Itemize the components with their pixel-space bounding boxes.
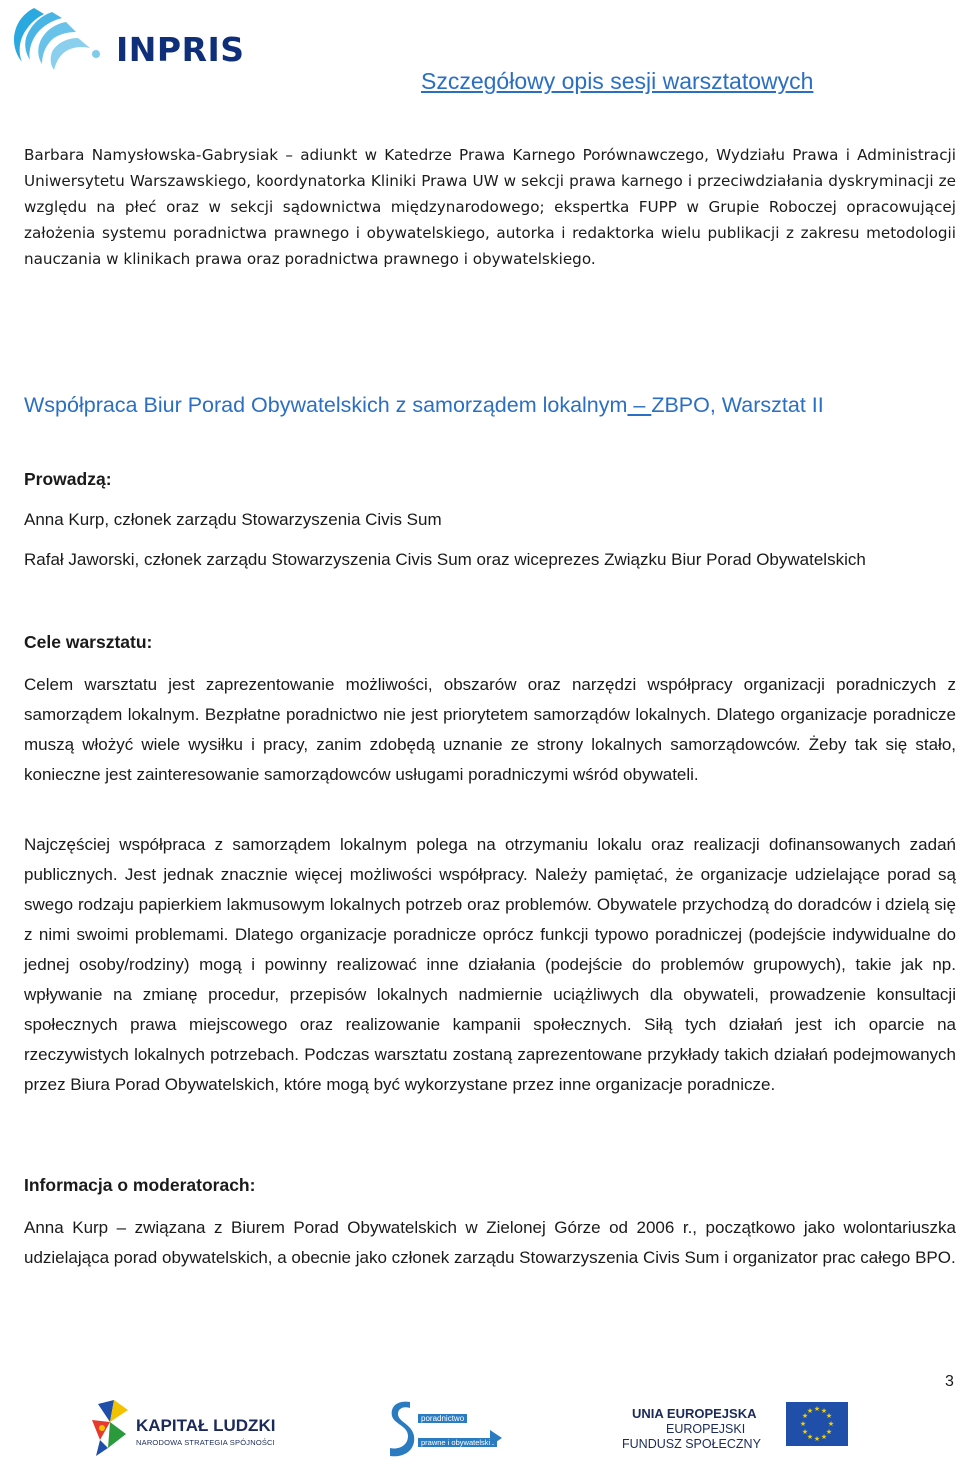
goals-paragraph: Najczęściej współpraca z samorządem lokalnym polega na otrzymaniu lokalu oraz realizacji dofinansowanych zadań publicznych. Jest jednak znacznie więcej możliwości współpracy. Należy pamiętać, że organizacje udzielające porad są swego rodzaju papierkiem lakmusowym lokalnych potrzeb oraz problemów. Obywatele przychodzą do doradców i dzielą się z nimi swoimi problemami. Dlatego organizacje poradnicze oprócz funkcji typowo poradniczej (podejście indywidualne do jednej osoby/rodziny) mogą i powinny realizować inne działania (podejście do problemów grupowych), takie jak np. wpływanie na zmianę procedur, przepisów lokalnych nadmiernie uciążliwych dla obywateli, prowadzenie konsultacji społecznych prawa miejscowego oraz realizowanie kampanii społecznych. Siłą tych działań jest ich oparcie na rzeczywistych lokalnych potrzebach. Podczas warsztatu zostaną zaprezentowane przykłady takich działań podejmowanych przez Biura Porad Obywatelskich, które mogą być wykorzystane przez inne organizacje poradnicze. — [24, 835, 956, 1094]
section-title-workshop: ZBPO, Warsztat II — [651, 393, 824, 417]
inpris-emblem-icon — [14, 8, 100, 70]
section-title — [24, 393, 824, 418]
bpo-line2: prawne i obywatelskie — [418, 1438, 497, 1447]
svg-text:★: ★ — [820, 1407, 828, 1415]
section-title-main: Współpraca Biur Porad Obywatelskich z samorządem lokalnym — [24, 393, 628, 417]
eu-line3: FUNDUSZ SPOŁECZNY — [622, 1437, 761, 1451]
brand-name: INPRIS — [116, 30, 245, 69]
moderators-label: Informacja o moderatorach: — [24, 1175, 256, 1195]
svg-text:★: ★ — [801, 1412, 809, 1420]
svg-text:★: ★ — [825, 1412, 833, 1420]
kapital-ludzki-logo — [88, 1398, 278, 1460]
bpo-line1: poradnictwo — [418, 1414, 467, 1423]
svg-text:★: ★ — [801, 1428, 809, 1436]
goals-label: Cele warsztatu: — [24, 632, 153, 652]
svg-text:★: ★ — [806, 1433, 814, 1441]
svg-text:★: ★ — [799, 1420, 807, 1428]
leader-item: Anna Kurp, członek zarządu Stowarzyszenia Civis Sum — [24, 510, 442, 529]
eu-flag-icon — [786, 1402, 848, 1446]
svg-text:★: ★ — [827, 1420, 835, 1428]
eu-line2: EUROPEJSKI — [666, 1422, 746, 1436]
kapital-ludzki-title: KAPITAŁ LUDZKI — [136, 1416, 276, 1435]
leader-item: Rafał Jaworski, członek zarządu Stowarzyszenia Civis Sum oraz wiceprezes Związku Biur Porad Obywatelskich — [24, 550, 866, 569]
bio-paragraph: Barbara Namysłowska-Gabrysiak – adiunkt w Katedrze Prawa Karnego Porównawczego, Wydziału Prawa i Administracji Uniwersytetu Warszawskiego, koordynatorka Kliniki Prawa UW w sekcji prawa karnego i przeciwdziałania dyskryminacji ze względu na płeć oraz w sekcji sądownictwa międzynarodowego; ekspertka FUPP w Grupie Roboczej opracowującej założenia systemu poradnictwa prawnego i obywatelskiego, autorka i redaktorka wielu publikacji z zakresu metodologii nauczania w klinikach prawa oraz poradnictwa prawnego i obywatelskiego. — [24, 146, 956, 268]
document-title: Szczegółowy opis sesji warsztatowych — [421, 68, 814, 94]
bpo-s-icon — [386, 1398, 416, 1458]
page-number: 3 — [945, 1373, 954, 1390]
moderators-paragraph: Anna Kurp – związana z Biurem Porad Obywatelskich w Zielonej Górze od 2006 r., początkowo jako wolontariuszka udzielająca porad obywatelskich, a obecnie jako członek zarządu Stowarzyszenia Civis Sum i organizator prac całego BPO. — [24, 1218, 956, 1267]
leaders-label: Prowadzą: — [24, 469, 112, 489]
svg-text:★: ★ — [813, 1405, 821, 1413]
svg-text:★: ★ — [806, 1407, 814, 1415]
svg-text:★: ★ — [813, 1435, 821, 1443]
bpo-logo — [386, 1398, 506, 1460]
eu-logo — [618, 1400, 858, 1460]
eu-line1: UNIA EUROPEJSKA — [632, 1406, 757, 1421]
kapital-ludzki-emblem-icon — [88, 1400, 132, 1458]
svg-text:★: ★ — [820, 1433, 828, 1441]
goals-paragraph: Celem warsztatu jest zaprezentowanie możliwości, obszarów oraz narzędzi współpracy organizacji poradniczych z samorządem lokalnym. Bezpłatne poradnictwo nie jest priorytetem samorządów lokalnych. Dlatego organizacje poradnicze muszą włożyć wiele wysiłku i pracy, zanim zdobędą uznanie ze strony lokalnych samorządowców. Żeby tak się stało, konieczne jest zainteresowanie samorządowców usługami poradniczymi wśród obywateli. — [24, 675, 956, 784]
svg-text:★: ★ — [825, 1428, 833, 1436]
section-title-separator: – — [627, 393, 652, 417]
kapital-ludzki-subtitle: NARODOWA STRATEGIA SPÓJNOŚCI — [136, 1438, 275, 1447]
bpo-arrow-icon — [490, 1430, 502, 1446]
